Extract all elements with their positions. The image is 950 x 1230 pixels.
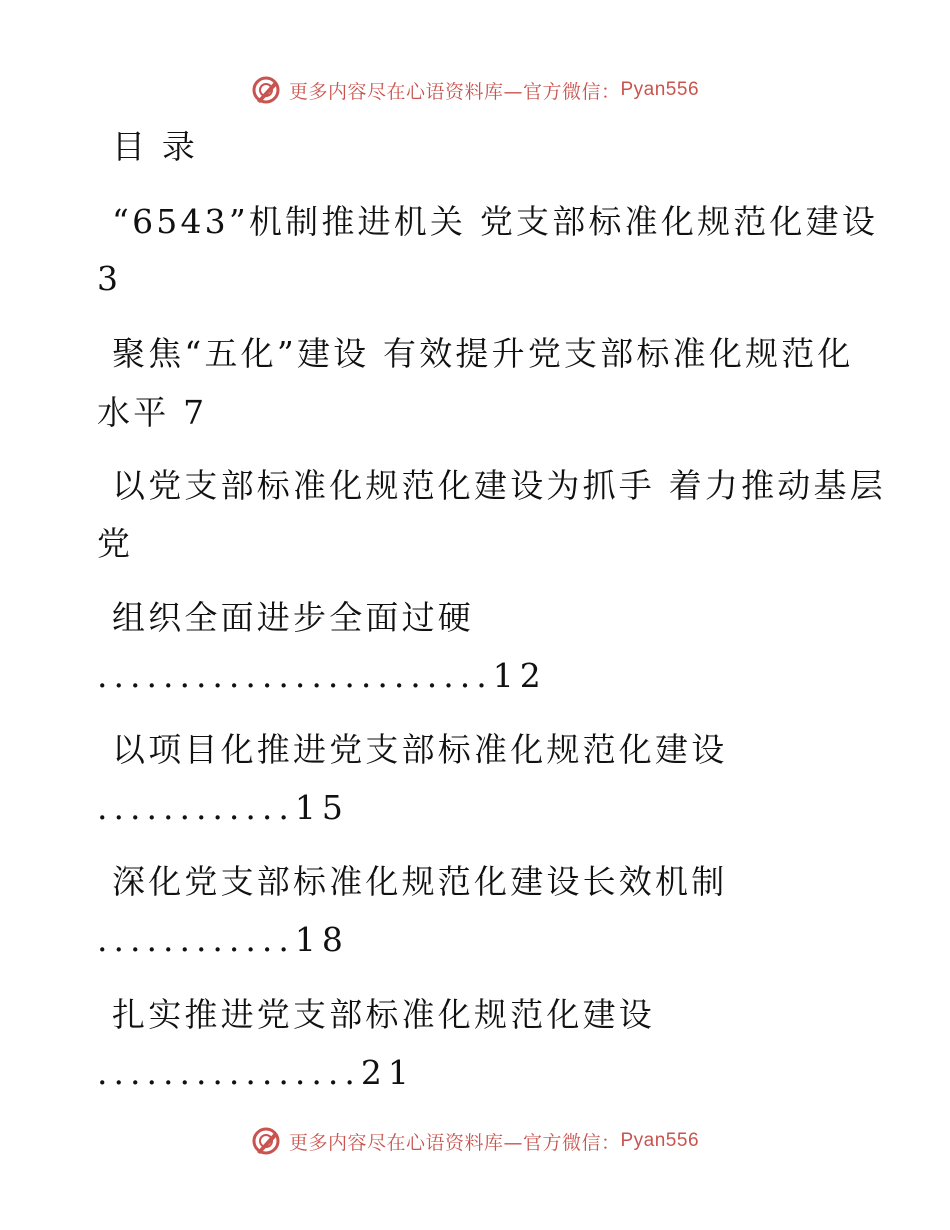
watermark-banner-bottom xyxy=(0,1121,950,1161)
watermark-text: 更多内容尽在心语资料库—官方微信： xyxy=(288,1131,621,1154)
toc-entry-1-title: “6543”机制推进机关 党支部标准化规范化建设 xyxy=(112,202,879,241)
toc-entry-3-title-cont: 党 xyxy=(97,524,134,563)
toc-entry-3-title-cont2: 组织全面进步全面过硬 xyxy=(112,598,474,637)
toc-entry-4-title: 以项目化推进党支部标准化规范化建设 xyxy=(112,730,728,769)
watermark-text: 更多内容尽在心语资料库—官方微信： xyxy=(288,80,621,103)
pen-logo-icon xyxy=(251,1126,281,1156)
watermark-wechat-id: Pyan556 xyxy=(620,79,700,100)
toc-entry-3-title: 以党支部标准化规范化建设为抓手 着力推动基层 xyxy=(112,466,886,505)
toc-entry-1-page: 3 xyxy=(97,259,122,298)
toc-heading: 目 录 xyxy=(112,127,199,166)
toc-entry-5-leader: ............18 xyxy=(97,920,349,959)
toc-entry-5-title: 深化党支部标准化规范化建设长效机制 xyxy=(112,862,728,901)
pen-logo-icon xyxy=(251,75,281,105)
toc-entry-2-title: 聚焦“五化”建设 有效提升党支部标准化规范化 xyxy=(112,334,854,373)
watermark-wechat-id: Pyan556 xyxy=(620,1130,700,1151)
watermark-banner-top xyxy=(0,70,950,110)
toc-entry-4-leader: ............15 xyxy=(97,788,349,827)
toc-entry-6-leader: ................21 xyxy=(97,1053,415,1092)
toc-entry-2-page: 水平 7 xyxy=(97,393,208,432)
toc-entry-3-leader: ........................12 xyxy=(97,656,547,695)
toc-entry-6-title: 扎实推进党支部标准化规范化建设 xyxy=(112,995,655,1034)
